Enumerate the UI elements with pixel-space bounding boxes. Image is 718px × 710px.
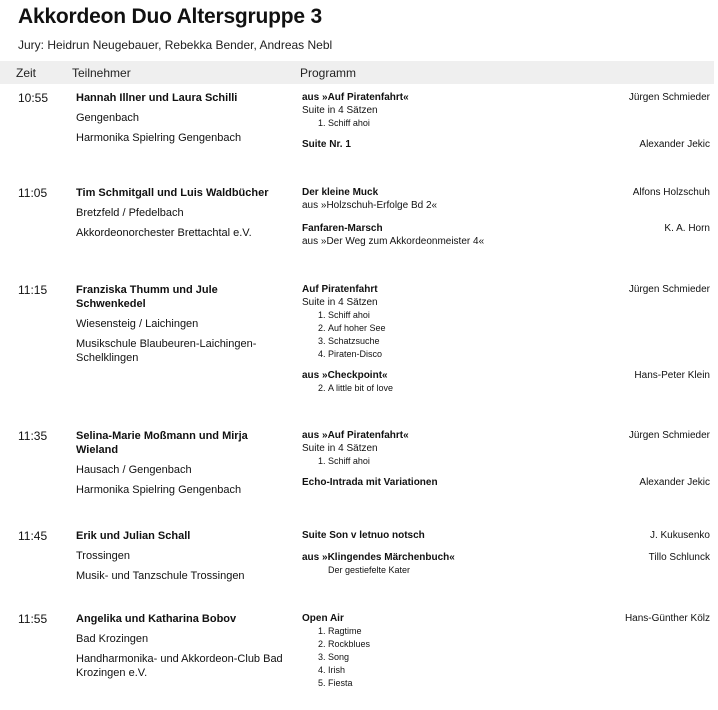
participant-names: Angelika und Katharina Bobov: [76, 613, 237, 625]
participants: [76, 186, 291, 246]
piece-title: Echo-Intrada mit Variationen: [302, 477, 438, 488]
entry-time: 11:35: [18, 429, 48, 443]
participant-club: Musik- und Tanzschule Trossingen: [76, 570, 245, 582]
piece: [302, 369, 710, 395]
piece-title: Suite Son v letnuo notsch: [302, 530, 425, 541]
participant-location: Trossingen: [76, 550, 131, 562]
movement-item: 1. Ragtime: [328, 625, 710, 638]
piece-title: Fanfaren-Marsch: [302, 223, 383, 234]
piece-composer: Hans-Peter Klein: [634, 370, 710, 381]
page-title: Akkordeon Duo Altersgruppe 3: [18, 5, 322, 28]
piece-subtitle: aus »Der Weg zum Akkordeonmeister 4«: [302, 236, 485, 247]
piece-composer: Jürgen Schmieder: [628, 430, 710, 441]
piece: [302, 429, 710, 468]
participant-location: Wiesensteig / Laichingen: [76, 318, 199, 330]
piece-subtitle: Suite in 4 Sätzen: [302, 297, 378, 308]
movement-item: 4. Irish: [328, 664, 710, 677]
piece-title: aus »Auf Piratenfahrt«: [302, 92, 409, 103]
piece-composer: Alexander Jekic: [639, 477, 710, 488]
piece-composer: J. Kukusenko: [649, 530, 710, 541]
movement-item: 3. Schatzsuche: [328, 335, 710, 348]
movement-item: 1. Schiff ahoi: [328, 117, 710, 130]
piece-composer: Tillo Schlunck: [648, 552, 710, 563]
piece-title: aus »Checkpoint«: [302, 370, 388, 381]
program: [302, 429, 710, 497]
piece: [302, 283, 710, 361]
movement-list: [302, 455, 710, 468]
participants: [76, 283, 291, 371]
piece-subtitle: Suite in 4 Sätzen: [302, 443, 378, 454]
program: [302, 612, 710, 698]
participant-names: Selina-Marie Moßmann und Mirja Wieland: [76, 430, 248, 456]
movement-item: 2. A little bit of love: [328, 382, 710, 395]
participant-location: Gengenbach: [76, 112, 139, 124]
participant-club: Akkordeonorchester Brettachtal e.V.: [76, 227, 252, 239]
piece-note: Der gestiefelte Kater: [328, 565, 411, 575]
piece-title: aus »Klingendes Märchenbuch«: [302, 552, 455, 563]
participant-location: Hausach / Gengenbach: [76, 464, 192, 476]
movement-item: 3. Song: [328, 651, 710, 664]
participant-names: Erik und Julian Schall: [76, 530, 191, 542]
table-header: [0, 61, 714, 84]
piece-title: aus »Auf Piratenfahrt«: [302, 430, 409, 441]
piece-title: Der kleine Muck: [302, 187, 379, 198]
program: [302, 283, 710, 403]
piece-composer: Hans-Günther Kölz: [624, 613, 710, 624]
piece-composer: K. A. Horn: [664, 223, 710, 234]
participant-names: Tim Schmitgall und Luis Waldbücher: [76, 187, 269, 199]
movement-list: [302, 382, 710, 395]
entry-time: 10:55: [18, 91, 49, 105]
movement-list: [302, 625, 710, 690]
participants: [76, 429, 291, 503]
entry-time: 11:55: [18, 612, 48, 626]
participant-location: Bad Krozingen: [76, 633, 149, 645]
header-participants: Teilnehmer: [72, 66, 131, 80]
header-time: Zeit: [16, 66, 37, 80]
participant-names: Hannah Illner und Laura Schilli: [76, 92, 238, 104]
piece: [302, 476, 710, 489]
entry-time: 11:15: [18, 283, 48, 297]
movement-item: 1. Schiff ahoi: [328, 455, 710, 468]
piece: [302, 612, 710, 690]
movement-item: 4. Piraten-Disco: [328, 348, 710, 361]
piece: [302, 138, 710, 151]
entry-time: 11:45: [18, 529, 48, 543]
piece-title: Open Air: [302, 613, 344, 624]
participant-club: Musikschule Blaubeuren-Laichingen-Schelklingen: [76, 338, 257, 364]
piece-subtitle: aus »Holzschuh-Erfolge Bd 2«: [302, 200, 438, 211]
participant-club: Harmonika Spielring Gengenbach: [76, 484, 242, 496]
program: [302, 529, 710, 585]
participants: [76, 91, 291, 151]
piece-title: Auf Piratenfahrt: [302, 284, 378, 295]
header-program: Programm: [300, 66, 357, 80]
movement-item: 1. Schiff ahoi: [328, 309, 710, 322]
piece-composer: Alfons Holzschuh: [632, 187, 710, 198]
movement-item: 2. Rockblues: [328, 638, 710, 651]
movement-item: 5. Fiesta: [328, 677, 710, 690]
participants: [76, 529, 291, 589]
entry-time: 11:05: [18, 186, 48, 200]
piece-composer: Alexander Jekic: [639, 139, 710, 150]
piece: [302, 551, 710, 577]
program: [302, 186, 710, 256]
participant-location: Bretzfeld / Pfedelbach: [76, 207, 184, 219]
participant-club: Harmonika Spielring Gengenbach: [76, 132, 242, 144]
piece-title: Suite Nr. 1: [302, 139, 351, 150]
piece-subtitle: Suite in 4 Sätzen: [302, 105, 378, 116]
piece: [302, 529, 710, 542]
piece: [302, 222, 710, 248]
movement-list: [302, 117, 710, 130]
piece: [302, 91, 710, 130]
movement-item: 2. Auf hoher See: [328, 322, 710, 335]
jury-line: Jury: Heidrun Neugebauer, Rebekka Bender, Andreas Nebl: [18, 38, 333, 52]
participant-club: Handharmonika- und Akkordeon-Club Bad Krozingen e.V.: [76, 653, 283, 679]
piece-composer: Jürgen Schmieder: [628, 284, 710, 295]
piece: [302, 186, 710, 212]
program: [302, 91, 710, 159]
participant-names: Franziska Thumm und Jule Schwenkedel: [76, 284, 218, 310]
movement-list: [302, 309, 710, 361]
piece-composer: Jürgen Schmieder: [628, 92, 710, 103]
participants: [76, 612, 291, 686]
